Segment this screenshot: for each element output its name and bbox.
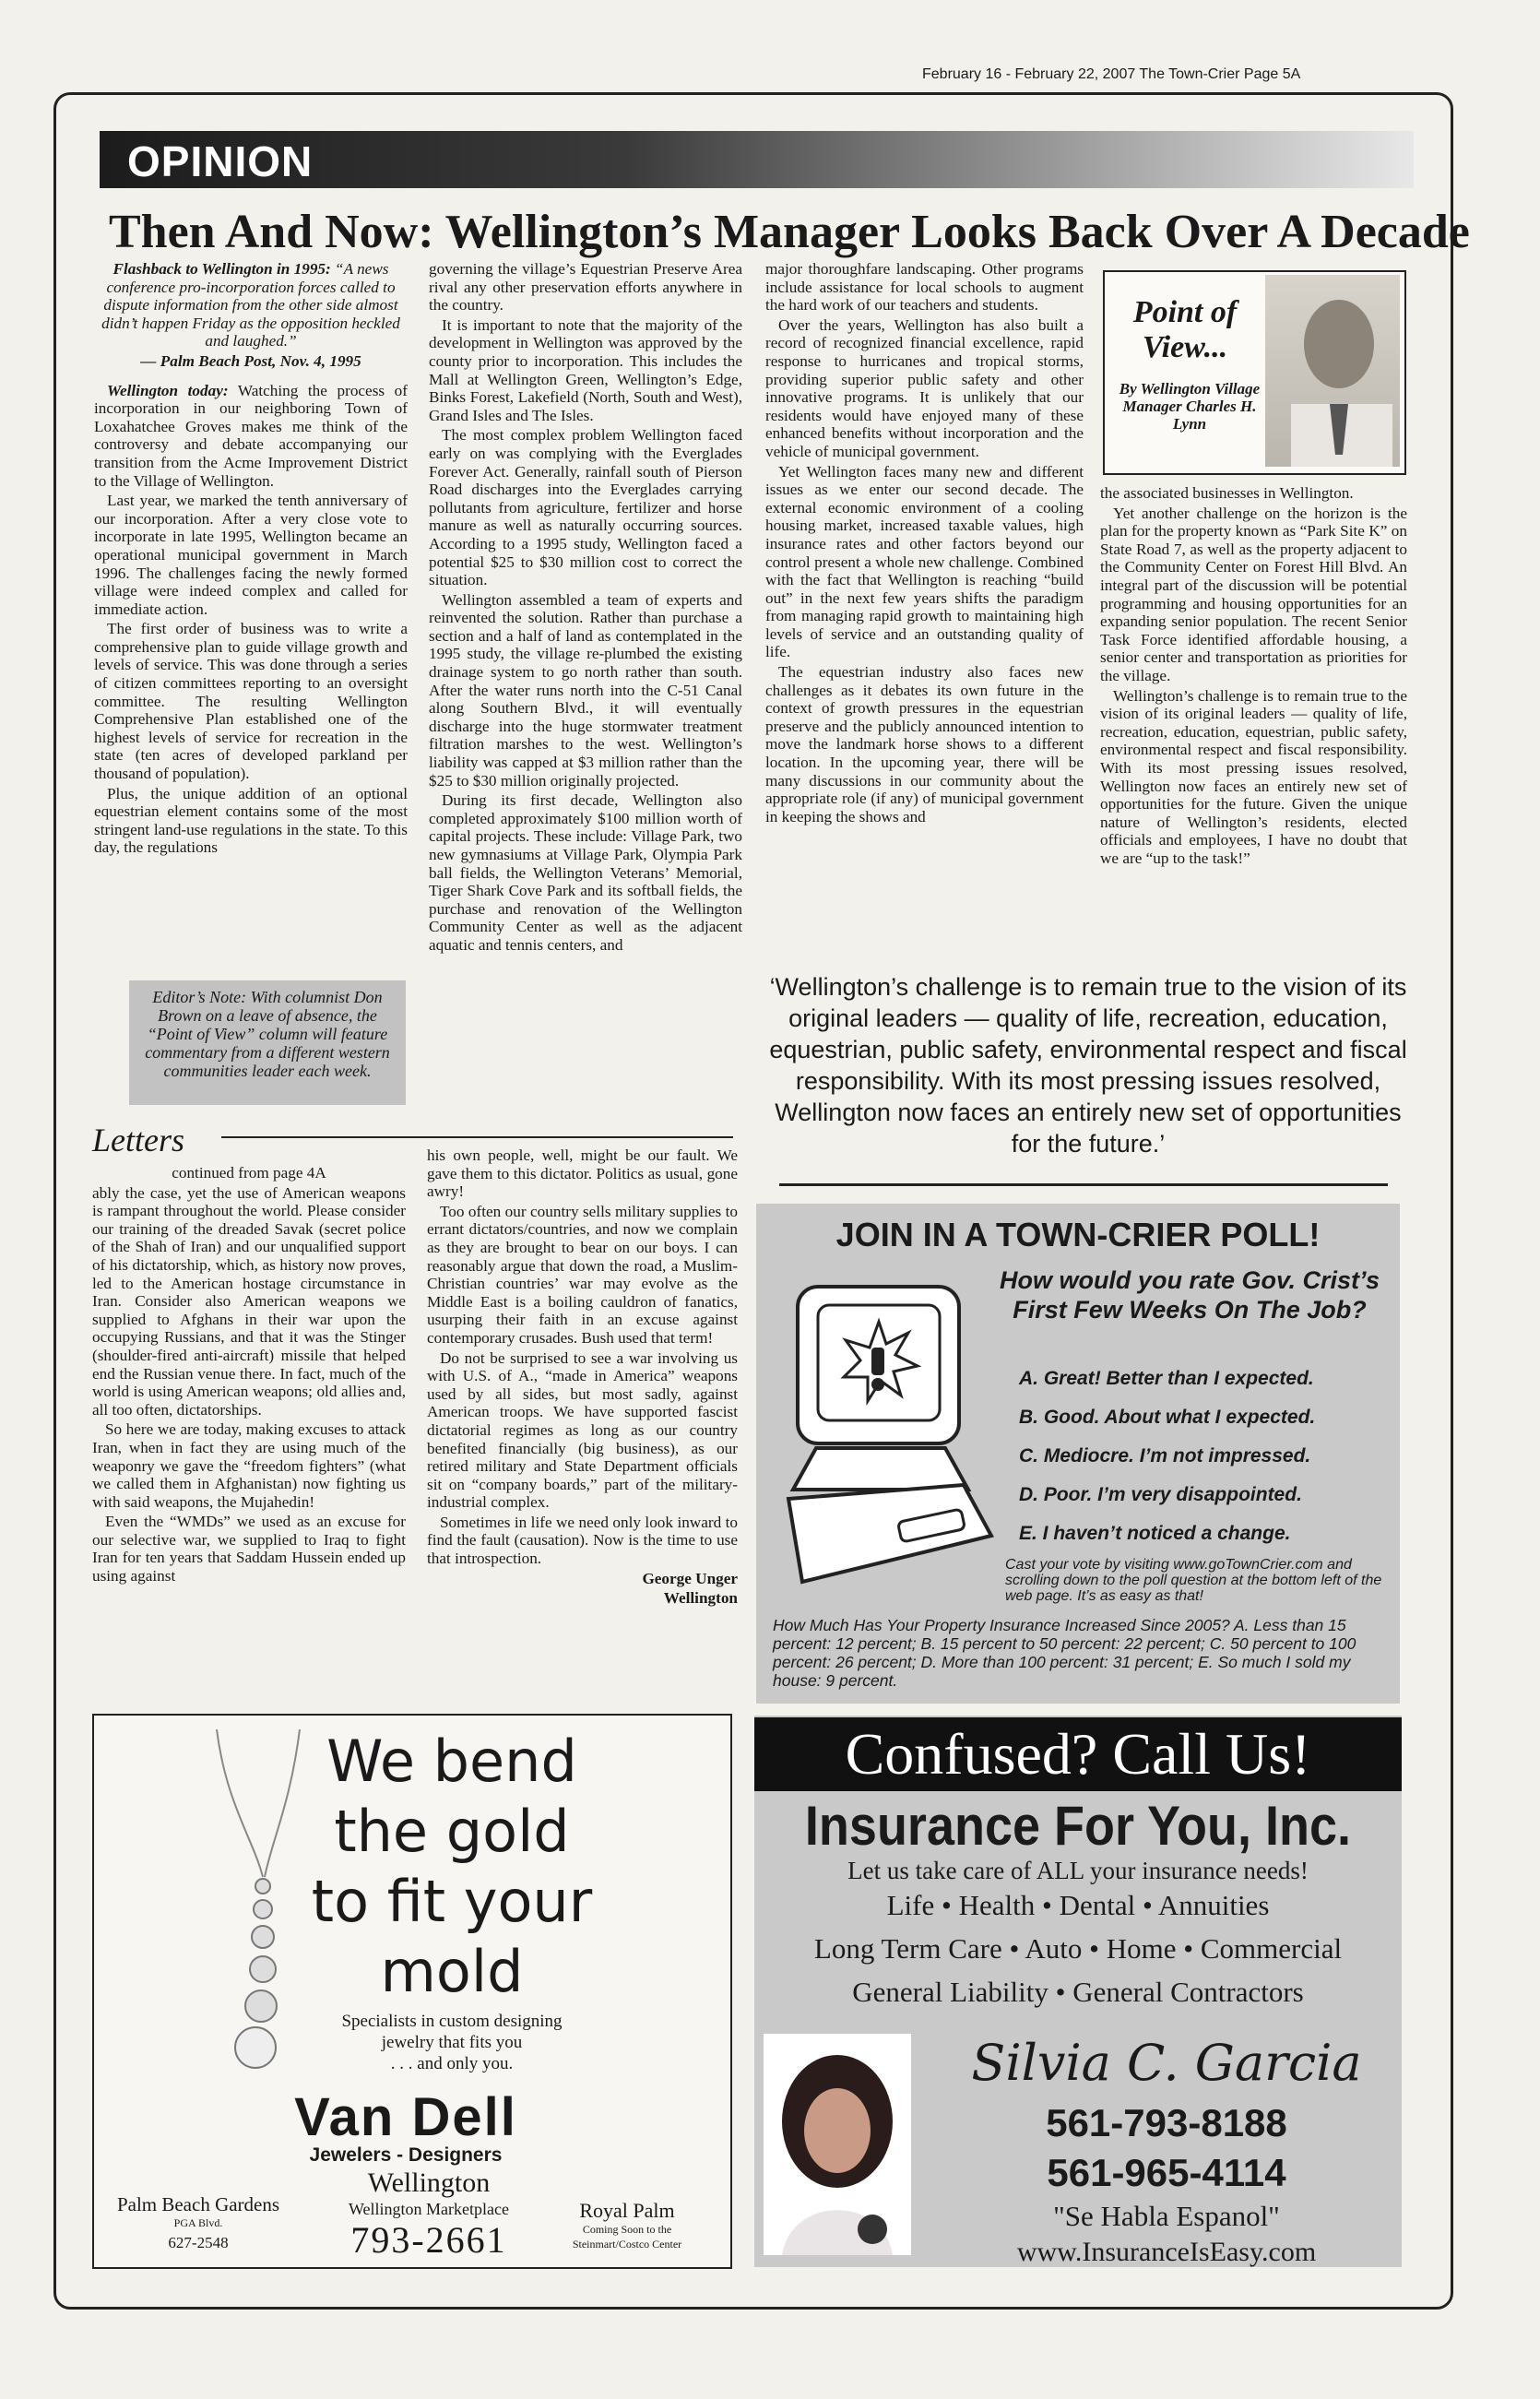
slogan-line: mold bbox=[380, 1938, 524, 2005]
flashback-quote: Flashback to Wellington in 1995: “A news conference pro-incorporation forces called to dispute information from the other side almost didn’t happen Friday as the opposition heckled and laughed.” bbox=[101, 260, 400, 350]
jewelry-subtitle: Jewelers - Designers bbox=[309, 2144, 503, 2166]
insurance-website-link[interactable]: www.InsuranceIsEasy.com bbox=[1016, 2237, 1317, 2267]
poll-question: How would you rate Gov. Crist’s First Few Weeks On The Job? bbox=[999, 1266, 1380, 1324]
letter-signature-town: Wellington bbox=[663, 1589, 738, 1608]
paragraph: The first order of business was to write a comprehensive plan to guide village growth and levels of service. This was done through a series of citizen committees reporting to an oversight committee. The resulting Wellington Comprehensive Plan established one of the highest levels of service for recreation in the state (ten acres of developed parkland per thousand of population). bbox=[94, 620, 408, 783]
agent-phone-2[interactable]: 561-965-4114 bbox=[1047, 2151, 1286, 2194]
paragraph: It is important to note that the majority of the development in Wellington was approved by the county prior to incorporation. This includes the Mall at Wellington Green, Wellington’s Edge, Binks Forest, Lakefield (North, South and West), Grand Isles and The Isles. bbox=[429, 315, 742, 424]
paragraph: During its first decade, Wellington also completed approximately $100 million worth of capital projects. These include: Village Park, two new gymnasiums at Village Park, Olympia Park ball fields, the Wellington Veterans’ Memorial, Tiger Shark Cove Park and its softball fields, the purchase and renovation of the Wellington Community Center as well as the adjacent aquatic and tennis centers, and bbox=[429, 791, 742, 954]
pull-quote-rule bbox=[779, 1183, 1388, 1186]
opinion-banner bbox=[100, 131, 1414, 188]
agent-phone-1[interactable]: 561-793-8188 bbox=[1046, 2101, 1287, 2144]
slogan-line: the gold bbox=[334, 1798, 570, 1865]
spanish-note: "Se Habla Espanol" bbox=[1053, 2200, 1280, 2232]
insurance-services-1: Life • Health • Dental • Annuities bbox=[886, 1889, 1270, 1921]
poll-option-a[interactable]: A. Great! Better than I expected. bbox=[1019, 1368, 1314, 1389]
author-photo-icon bbox=[1265, 275, 1400, 467]
paragraph: Too often our country sells military supplies to errant dictators/countries, and now we complain as they are brought to bear on our boys. I can reasonably argue that down the road, a Muslim-Christian countries’ war may evolve as the Middle East is a boiling cauldron of fanatics, usurping their faith in an excuse against contemporary crusades. Bush used that term! bbox=[427, 1202, 738, 1347]
paragraph: Wellington assembled a team of experts and reinvented the solution. Rather than purchase a section and a half of land as contemplated in the 1995 study, the village re-plumbed the existing drainage system to go north rather than south. After the water runs north into the C-51 Canal along Southern Blvd., it will eventually discharge into the huge stormwater treatment filtration marshes to the west. Wellington’s liability was capped at $3 million rather than the $25 to $30 million originally projected. bbox=[429, 590, 742, 790]
insurance-headline: Confused? Call Us! bbox=[754, 1717, 1402, 1791]
insurance-company: Insurance For You, Inc. bbox=[804, 1795, 1352, 1857]
poll-previous-results: How Much Has Your Property Insurance Increased Since 2005? A. Less than 15 percent: 12 percent; B. 15 percent to 50 percent: 22 percent; C. 50 percent to 100 percent: 26 percent; D. More than 100 percent: 31 percent; E. So much I sold my house: 9 percent. bbox=[773, 1616, 1356, 1690]
article-column-4 bbox=[1100, 484, 1407, 869]
paragraph: Over the years, Wellington has also built a record of recognized financial excellence, rapid response to hurricanes and tropical storms, providing superior public safety and other innovative programs. It is unlikely that our residents would have enjoyed many of these enhanced benefits without incorporation and the vehicle of municipal government. bbox=[765, 315, 1084, 460]
agent-name: Silvia C. Garcia bbox=[971, 2034, 1362, 2092]
poll-option-e[interactable]: E. I haven’t noticed a change. bbox=[1019, 1523, 1291, 1544]
letters-continued: continued from page 4A bbox=[172, 1164, 326, 1182]
poll-option-b[interactable]: B. Good. About what I expected. bbox=[1019, 1407, 1316, 1428]
insurance-tagline: Let us take care of ALL your insurance needs! bbox=[847, 1857, 1309, 1884]
poll-option-d[interactable]: D. Poor. I’m very disappointed. bbox=[1019, 1484, 1302, 1505]
paragraph: Do not be surprised to see a war involving us with U.S. of A., “made in America” weapons used by all sides, but most sadly, against American troops. We have supported fascist dictatorial regimes as long as our country benefited financially (big business), as our retired military and State Department officials sit on “company boards,” part of the military-industrial complex. bbox=[427, 1348, 738, 1512]
location-palm-beach-gardens: Palm Beach Gardens PGA Blvd. 627-2548 bbox=[116, 2193, 280, 2251]
slogan-line: to fit your bbox=[311, 1868, 593, 1935]
opinion-label: OPINION bbox=[127, 137, 314, 185]
paragraph: major thoroughfare landscaping. Other programs include assistance for local schools to augment the hard work of our teachers and students. bbox=[765, 260, 1084, 315]
jewelry-brand: Van Dell bbox=[294, 2087, 517, 2147]
slogan-line: We bend bbox=[326, 1728, 577, 1795]
paragraph: Last year, we marked the tenth anniversary of our incorporation. After a very close vote to incorporate in late 1995, Wellington became an operational municipal government in March 1996. The challenges facing the newly formed village were indeed complex and called for immediate action. bbox=[94, 492, 408, 618]
paragraph: Wellington today: Watching the process of incorporation in our neighboring Town of Loxahatchee Groves makes me think of the controversy and debate accompanying our transition from the Acme Improvement District to the Village of Wellington. bbox=[94, 381, 408, 490]
article-column-2 bbox=[429, 260, 742, 956]
poll-title: JOIN IN A TOWN-CRIER POLL! bbox=[835, 1216, 1321, 1253]
letters-rule bbox=[221, 1136, 733, 1138]
insurance-services-3: General Liability • General Contractors bbox=[852, 1976, 1304, 2008]
paragraph: Yet another challenge on the horizon is the plan for the property known as “Park Site K” on State Road 7, as well as the property adjacent to the Community Center on Forest Hill Blvd. An integral part of the discussion will be potential programming and housing opportunities for an expanding senior population. The recent Senior Task Force identified affordable housing, a senior center and transportation as priorities for the village. bbox=[1100, 504, 1407, 684]
location-wellington: Wellington Wellington Marketplace 793-2661 bbox=[349, 2167, 509, 2261]
paragraph: The equestrian industry also faces new challenges as it debates its own future in the context of growth pressures in the equestrian preserve and the publicly announced intention to move the landmark horse shows to a different location. In the upcoming year, there will be many discussions in our community about the appropriate role (if any) of municipal government in keeping the shows and bbox=[765, 663, 1084, 825]
paragraph: ably the case, yet the use of American weapons is rampant throughout the world. Please consider our training of the dreaded Savak (secret police of the Shah of Iran) and our unqualified support of his dictatorship, which, as history now proves, led to the American hostage circumstance in Iran. Consider also American weapons we supplied to Afghans in their war upon the occupying Russians, and that it was the Stinger (shoulder-fired anti-aircraft) missile that helped end the Russian venue there. In fact, much of the world is using American weapons; old allies and, all too often, dictatorships. bbox=[92, 1183, 406, 1419]
paragraph: his own people, well, might be our fault. We gave them to this dictator. Politics as usual, gone awry! bbox=[427, 1146, 738, 1201]
page-dateline: February 16 - February 22, 2007 The Town-Crier Page 5A bbox=[922, 66, 1301, 82]
location-royal-palm: Royal Palm Coming Soon to the Steinmart/Costco Center bbox=[572, 2199, 682, 2251]
article-column-3 bbox=[765, 260, 1084, 827]
flashback-source: — Palm Beach Post, Nov. 4, 1995 bbox=[140, 351, 361, 370]
poll-option-c[interactable]: C. Mediocre. I’m not impressed. bbox=[1019, 1445, 1311, 1467]
author-photo bbox=[1265, 275, 1400, 467]
paragraph: Plus, the unique addition of an optional equestrian element contains some of the most stringent land-use regulations in the state. To this day, the regulations bbox=[94, 784, 408, 857]
paragraph: Wellington’s challenge is to remain true to the vision of its original leaders — quality of life, recreation, education, equestrian, public safety, environmental respect and fiscal responsibility. With its most pressing issues resolved, Wellington now faces an entirely new set of opportunities for the future. Given the unique nature of Wellington’s residents, elected officials and employees, I have no doubt that we are “up to the task!” bbox=[1100, 686, 1407, 867]
insurance-services-2: Long Term Care • Auto • Home • Commercial bbox=[813, 1932, 1343, 1965]
computer-icon bbox=[779, 1277, 996, 1591]
jewelry-slogan bbox=[304, 1727, 599, 2007]
necklace-icon bbox=[198, 1729, 309, 2080]
jewelry-tagline: Specialists in custom designing jewelry that fits you . . . and only you. bbox=[341, 2012, 563, 2073]
paragraph: The most complex problem Wellington faced early on was complying with the Everglades Forever Act. Generally, rainfall south of Pierson Road discharges into the Everglades carrying pollutants from agriculture, fertilizer and horse manure as well as naturally occurring sources. According to a 1995 study, Wellington faced a potential $25 to $30 million cost to correct the situation. bbox=[429, 426, 742, 589]
agent-photo bbox=[764, 2034, 911, 2255]
paragraph: So here we are today, making excuses to attack Iran, when in fact they are using much of the weaponry we gave the “freedom fighters” (what we called them in Afghanistan) now fighting us with said weapons, the Mujahedin! bbox=[92, 1420, 406, 1511]
paragraph: Even the “WMDs” we used as an excuse for our selective war, we supplied to Iraq to fight Iran for ten years that Saddam Hussein ended up using against bbox=[92, 1513, 406, 1585]
editor-note: Editor’s Note: With columnist Don Brown on a leave of absence, the “Point of View” column will feature commentary from a different western communities leader each week. bbox=[129, 980, 406, 1105]
agent-photo-icon bbox=[764, 2034, 911, 2255]
point-of-view-byline: By Wellington Village Manager Charles H. Lynn bbox=[1119, 380, 1261, 433]
paragraph: governing the village’s Equestrian Preserve Area rival any other preservation efforts anywhere in the country. bbox=[429, 260, 742, 315]
paragraph: Yet Wellington faces many new and different issues as we enter our second decade. The external economic environment of a cooling housing market, increased taxable values, high insurance rates and other factors beyond our control present a whole new challenge. Combined with the fact that Wellington is reaching “build out” in the next few years shifts the paradigm from managing rapid growth to maintaining high levels of service and an outstanding quality of life. bbox=[765, 462, 1084, 661]
letter-signature-name: George Unger bbox=[642, 1569, 738, 1587]
article-column-1 bbox=[94, 260, 408, 859]
point-of-view-title: Point of View... bbox=[1132, 295, 1238, 364]
paragraph: Sometimes in life we need only look inward to find the fault (causation). Now is the time to use that introspection. bbox=[427, 1513, 738, 1568]
letters-column-1 bbox=[92, 1164, 406, 1587]
paragraph: the associated businesses in Wellington. bbox=[1100, 484, 1354, 502]
main-headline: Then And Now: Wellington’s Manager Looks Back Over A Decade bbox=[109, 206, 1470, 258]
pull-quote: ‘Wellington’s challenge is to remain true to the vision of its original leaders — quality of life, recreation, education, equestrian, public safety, environmental respect and fiscal responsibility. With its most pressing issues resolved, Wellington now faces an entirely new set of opportunities for the future.’ bbox=[769, 973, 1407, 1158]
poll-instructions: Cast your vote by visiting www.goTownCrier.com and scrolling down to the poll question at the bottom left of the web page. It’s as easy as that! bbox=[1005, 1557, 1382, 1604]
letters-column-2 bbox=[427, 1146, 738, 1609]
letters-title: Letters bbox=[92, 1122, 185, 1158]
